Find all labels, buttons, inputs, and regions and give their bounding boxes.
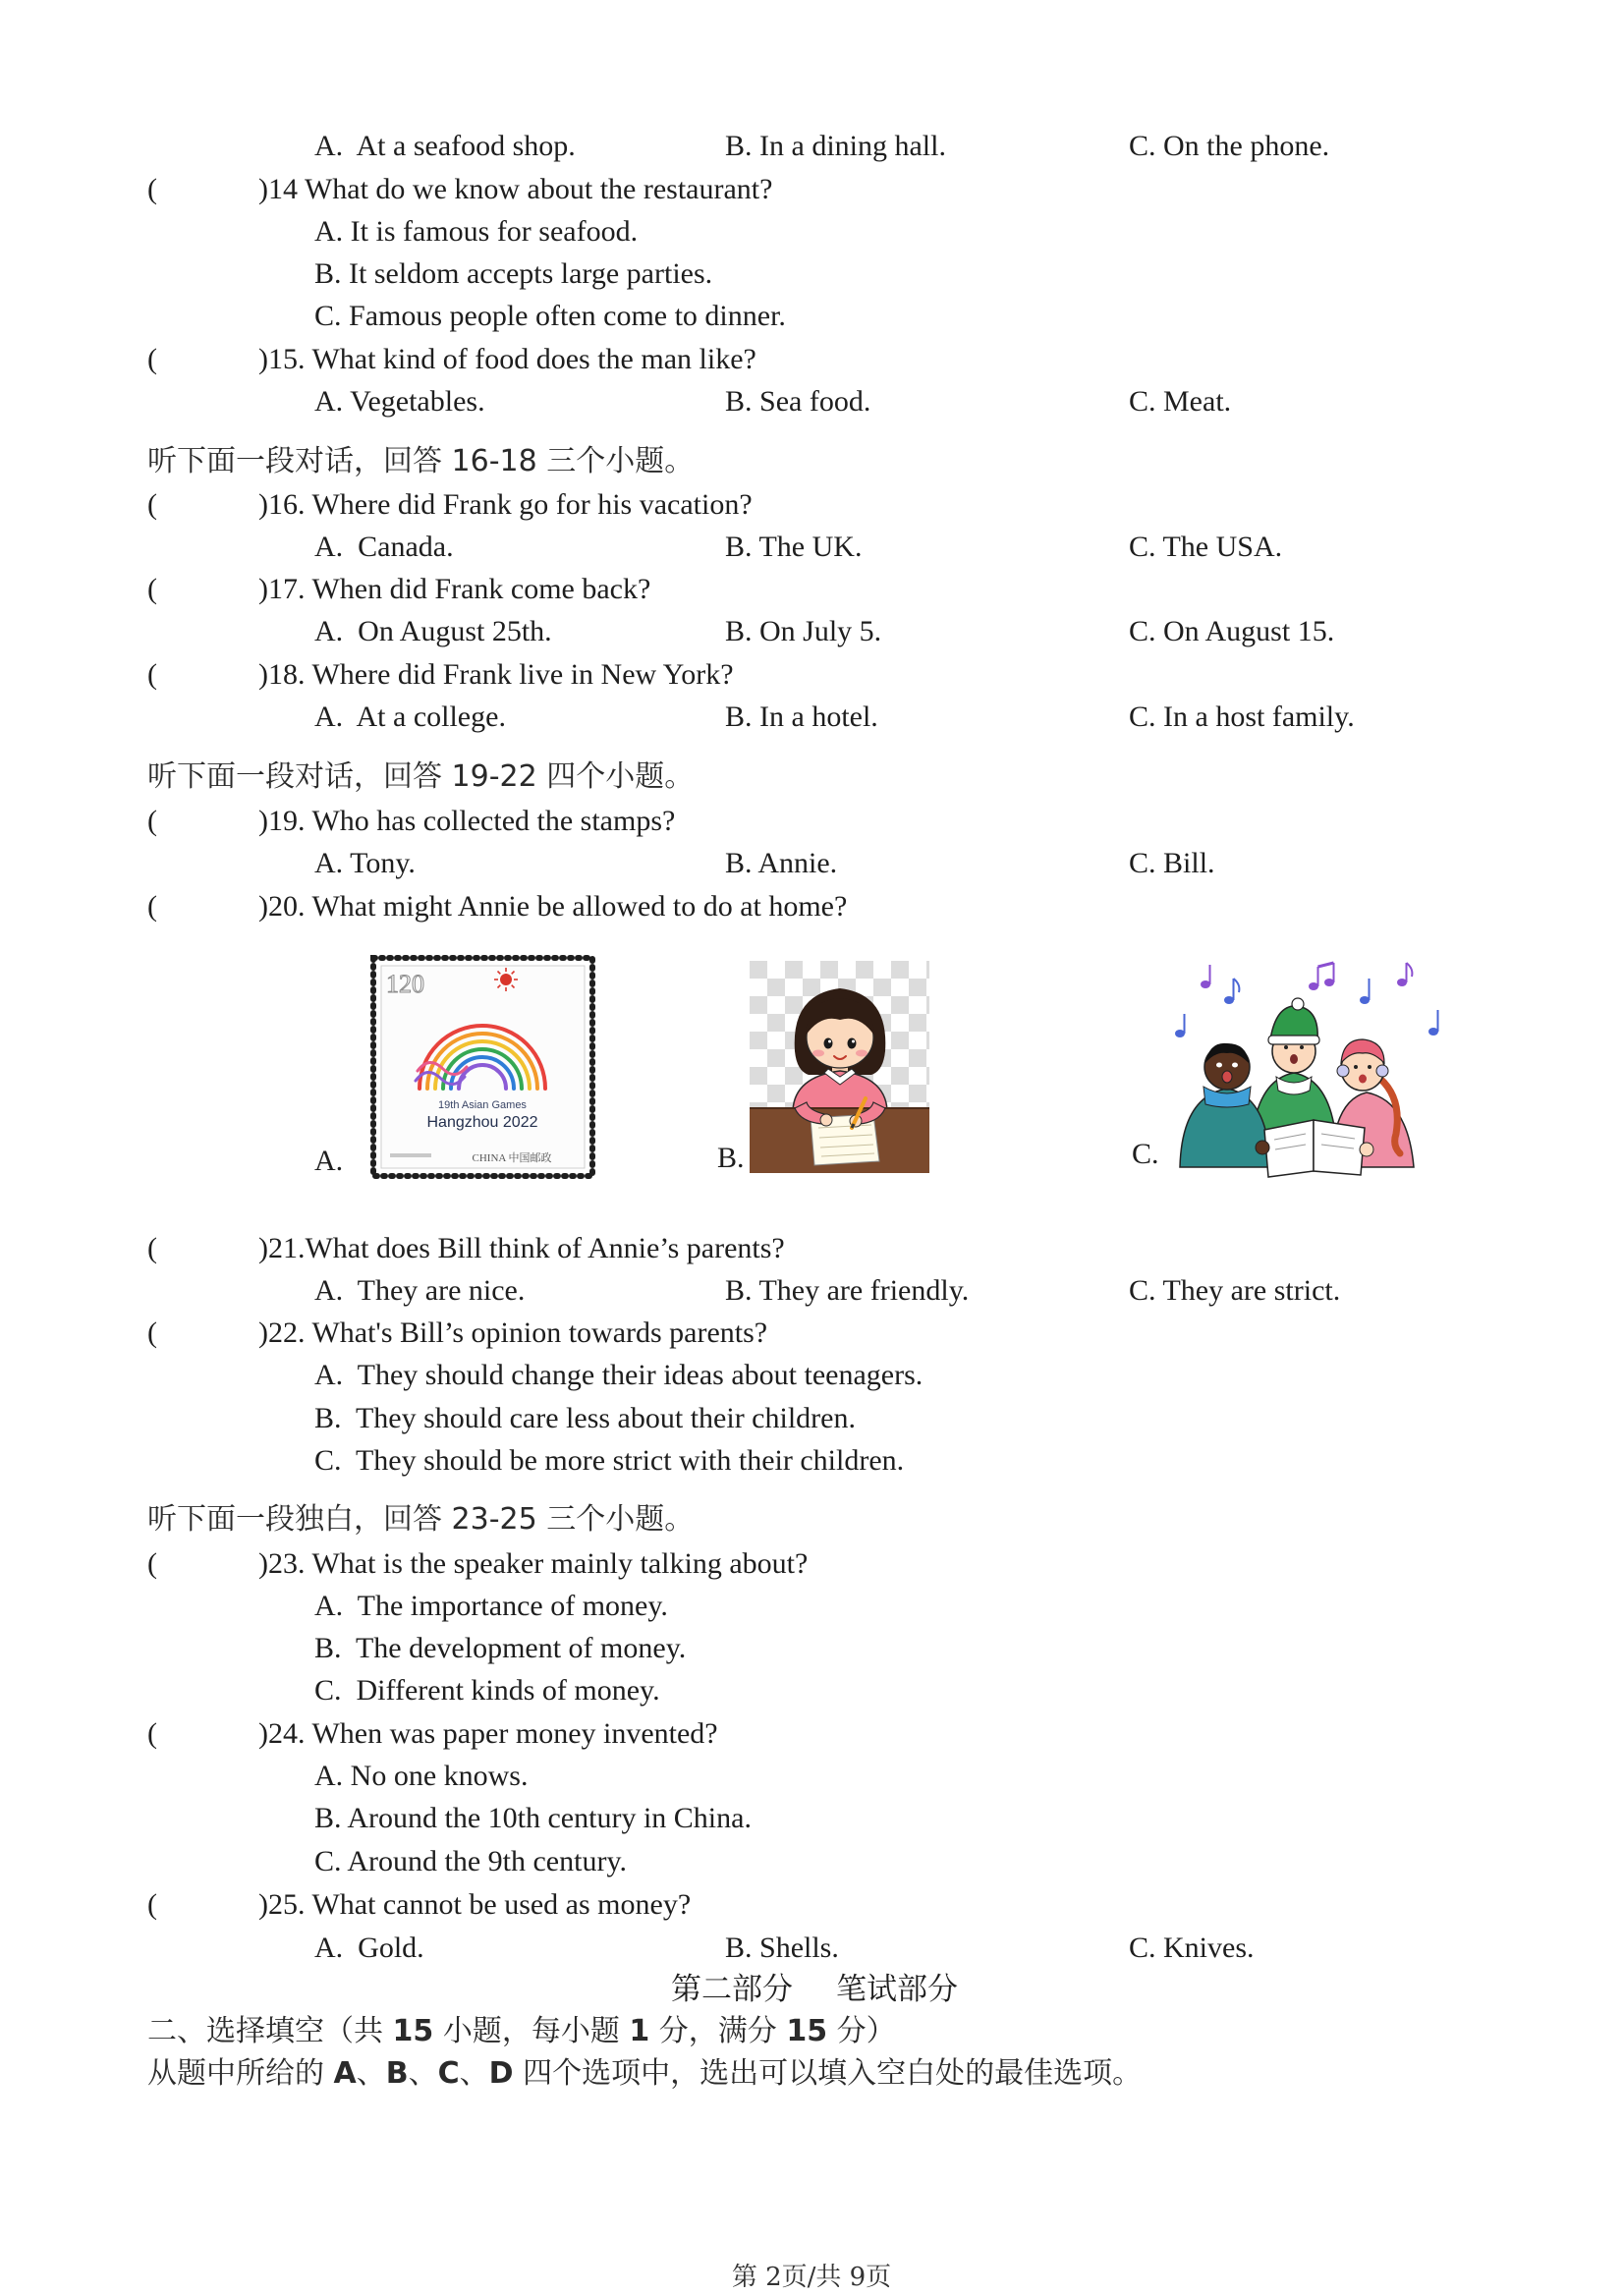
question-22-option-c [0, 1443, 1623, 1479]
section-instruction: 听下面一段独白，回答 23-25 三个小题。 [147, 1502, 695, 1537]
listening-section-23-25 [0, 1502, 1623, 1538]
asian-games-stamp-image [368, 953, 597, 1181]
section-2-title [0, 2014, 1623, 2049]
option-a: A. No one knows. [314, 1760, 529, 1792]
option-b: B. The UK. [725, 531, 863, 563]
answer-bracket: ( [147, 173, 157, 205]
option-c: C. In a host family. [1129, 700, 1355, 733]
question-stem: )18. Where did Frank live in New York? [258, 658, 734, 691]
option-a: A. On August 25th. [314, 615, 552, 647]
picture-option-a-label: A. [314, 1145, 344, 1177]
option-c: C. Bill. [1129, 847, 1215, 879]
question-24-option-c [0, 1844, 1623, 1879]
answer-bracket: ( [147, 343, 157, 375]
option-b: B. The development of money. [314, 1632, 687, 1664]
question-stem: )16. Where did Frank go for his vacation? [258, 488, 753, 521]
question-stem: )23. What is the speaker mainly talking about? [258, 1547, 809, 1580]
option-c: C. Knives. [1129, 1932, 1255, 1964]
choice-letter: C [437, 2056, 460, 2091]
option-a: A. They should change their ideas about teenagers. [314, 1359, 923, 1391]
listening-section-16-18 [0, 444, 1623, 479]
section-instruction: 听下面一段对话，回答 16-18 三个小题。 [147, 444, 695, 478]
option-a: A. Vegetables. [314, 385, 485, 418]
separator: 、 [356, 2056, 386, 2091]
sun-emblem-icon [494, 968, 518, 991]
question-25-options [0, 1931, 1623, 1966]
question-stem: )15. What kind of food does the man like? [258, 343, 756, 375]
part-2-number: 第二部分 [671, 1972, 793, 2007]
option-c: C. They are strict. [1129, 1274, 1341, 1307]
question-14-option-a [0, 214, 1623, 250]
question-23-option-c [0, 1673, 1623, 1708]
picture-option-c-label: C. [1132, 1138, 1159, 1170]
option-c: C. On the phone. [1129, 130, 1330, 162]
title-part: 分，满分 [649, 2014, 787, 2048]
answer-bracket: ( [147, 488, 157, 521]
question-19-options [0, 846, 1623, 881]
question-stem: )20. What might Annie be allowed to do at home? [258, 890, 848, 923]
section-2-title-text [147, 2014, 896, 2049]
answer-bracket: ( [147, 1316, 157, 1349]
question-17-options [0, 614, 1623, 649]
option-b: B. In a dining hall. [725, 130, 946, 162]
option-a: A. Canada. [314, 531, 454, 563]
question-17 [0, 572, 1623, 607]
option-c: C. On August 15. [1129, 615, 1335, 647]
question-15-options [0, 384, 1623, 420]
title-part: 小题，每小题 [433, 2014, 630, 2048]
question-22-option-b [0, 1401, 1623, 1436]
listening-section-19-22 [0, 759, 1623, 795]
option-b: B. In a hotel. [725, 700, 878, 733]
part-2-name: 笔试部分 [836, 1972, 958, 2007]
title-part: 分） [827, 2014, 896, 2048]
question-22 [0, 1316, 1623, 1351]
option-c: C. Different kinds of money. [314, 1674, 660, 1707]
question-18 [0, 657, 1623, 693]
option-c: C. The USA. [1129, 531, 1283, 563]
question-stem: )19. Who has collected the stamps? [258, 805, 676, 837]
separator: 、 [459, 2056, 489, 2091]
question-stem: )22. What's Bill’s opinion towards parents? [258, 1316, 768, 1349]
question-19 [0, 804, 1623, 839]
question-stem: )14 What do we know about the restaurant? [258, 173, 773, 205]
title-part: 二、选择填空（共 [147, 2014, 393, 2048]
question-15 [0, 342, 1623, 377]
question-14-option-c [0, 299, 1623, 334]
separator: 、 [408, 2056, 438, 2091]
option-b: B. Sea food. [725, 385, 871, 418]
option-c: C. Famous people often come to dinner. [314, 300, 786, 332]
answer-bracket: ( [147, 573, 157, 605]
option-a: A. Gold. [314, 1932, 424, 1964]
option-c: C. Meat. [1129, 385, 1232, 418]
option-b: B. Shells. [725, 1932, 839, 1964]
choice-letter: D [488, 2056, 514, 2091]
stamp-denomination: 120 [386, 970, 424, 998]
section-instruction: 听下面一段对话，回答 19-22 四个小题。 [147, 759, 695, 794]
option-a: A. At a college. [314, 700, 506, 733]
question-21-options [0, 1273, 1623, 1309]
option-a: A. They are nice. [314, 1274, 526, 1307]
section-2-instruction [0, 2056, 1623, 2092]
instruction-part: 从题中所给的 [147, 2056, 334, 2091]
answer-bracket: ( [147, 658, 157, 691]
girl-face [806, 998, 874, 1068]
option-b: B. It seldom accepts large parties. [314, 257, 713, 290]
question-25 [0, 1887, 1623, 1923]
question-stem: )17. When did Frank come back? [258, 573, 651, 605]
question-count: 15 [392, 2014, 434, 2048]
picture-option-b-label: B. [717, 1142, 745, 1174]
question-20 [0, 889, 1623, 924]
question-14-option-b [0, 256, 1623, 292]
stamp-country-line: CHINA 中国邮政 [472, 1152, 552, 1164]
option-b: B. They are friendly. [725, 1274, 970, 1307]
option-b: B. Annie. [725, 847, 838, 879]
choice-letter: B [385, 2056, 409, 2091]
girl-doing-homework-image [750, 961, 929, 1173]
instruction-part: 四个选项中，选出可以填入空白处的最佳选项。 [513, 2056, 1143, 2091]
answer-bracket: ( [147, 805, 157, 837]
choice-letter: A [333, 2056, 357, 2091]
option-a: A. Tony. [314, 847, 416, 879]
question-23-option-b [0, 1631, 1623, 1666]
question-13-options [0, 129, 1623, 164]
question-22-option-a [0, 1358, 1623, 1393]
stamp-event-line: 19th Asian Games [438, 1099, 527, 1111]
answer-bracket: ( [147, 1547, 157, 1580]
question-stem: )25. What cannot be used as money? [258, 1888, 692, 1921]
option-c: C. They should be more strict with their children. [314, 1444, 905, 1477]
option-b: B. Around the 10th century in China. [314, 1802, 752, 1834]
option-b: B. They should care less about their children. [314, 1402, 856, 1434]
part-2-heading [0, 1972, 1623, 2007]
question-16-options [0, 530, 1623, 565]
answer-bracket: ( [147, 1717, 157, 1750]
song-book [1256, 1120, 1373, 1177]
option-a: A. The importance of money. [314, 1590, 668, 1622]
option-c: C. Around the 9th century. [314, 1845, 628, 1877]
question-16 [0, 487, 1623, 523]
option-a: A. It is famous for seafood. [314, 215, 639, 248]
section-2-instruction-text [147, 2056, 1142, 2092]
stamp-city-line: Hangzhou 2022 [426, 1114, 538, 1131]
question-24-option-a [0, 1759, 1623, 1794]
question-23-option-a [0, 1589, 1623, 1624]
answer-bracket: ( [147, 1888, 157, 1921]
option-b: B. On July 5. [725, 615, 882, 647]
points-each: 1 [629, 2014, 650, 2048]
question-23 [0, 1546, 1623, 1582]
answer-bracket: ( [147, 890, 157, 923]
question-stem: )21.What does Bill think of Annie’s parents? [258, 1232, 785, 1264]
question-24-option-b [0, 1801, 1623, 1836]
question-stem: )24. When was paper money invented? [258, 1717, 718, 1750]
question-14 [0, 172, 1623, 207]
carolers-singing-image [1166, 961, 1453, 1181]
answer-bracket: ( [147, 1232, 157, 1264]
total-points: 15 [786, 2014, 828, 2048]
question-18-options [0, 700, 1623, 735]
question-24 [0, 1716, 1623, 1752]
option-a: A. At a seafood shop. [314, 130, 576, 162]
page-number-footer: 第 2页/共 9页 [731, 2263, 892, 2292]
question-21 [0, 1231, 1623, 1266]
